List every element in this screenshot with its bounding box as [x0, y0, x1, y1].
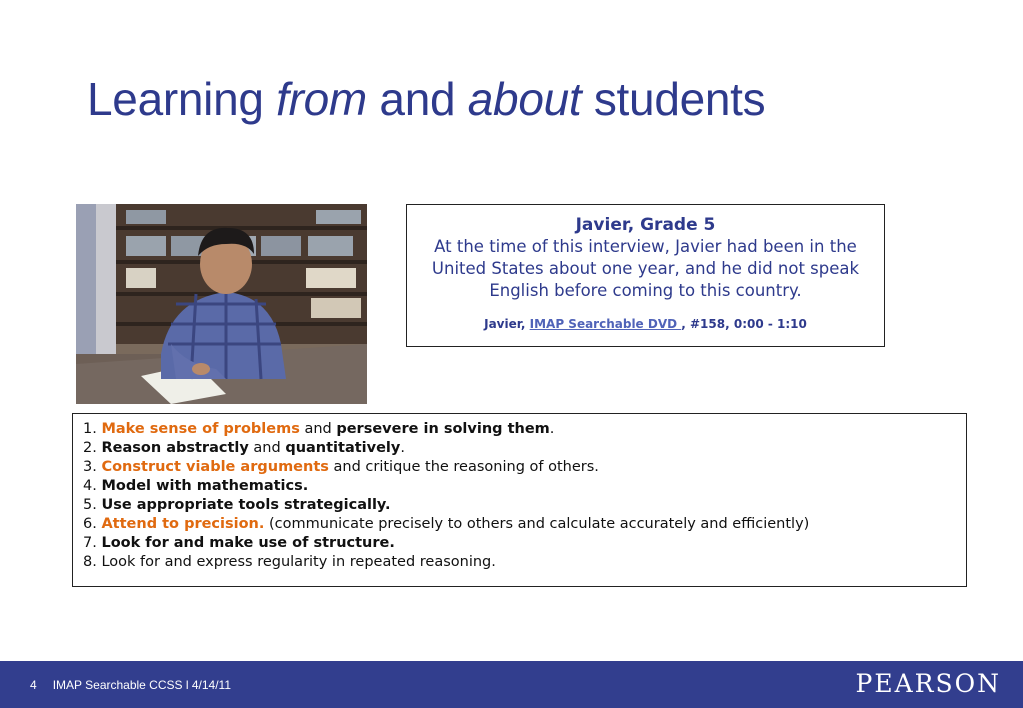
student-name: Javier, Grade 5 — [575, 215, 716, 235]
pearson-logo: PEARSON — [855, 669, 1001, 698]
practice-text: and — [248, 440, 286, 456]
page-number: 4 — [30, 678, 37, 692]
footer-info — [30, 678, 231, 692]
practice-item — [83, 420, 966, 439]
practice-text: Use appropriate tools strategically. — [101, 497, 391, 513]
practice-number: 1. — [83, 421, 102, 437]
student-info-box — [406, 204, 885, 347]
slide-title — [87, 72, 765, 126]
practice-item — [83, 458, 966, 477]
video-citation — [407, 317, 884, 331]
practice-text: Attend to precision. — [101, 516, 265, 532]
practice-text: and — [299, 421, 337, 437]
practice-text: Construct viable arguments — [101, 459, 329, 475]
practice-item — [83, 534, 966, 553]
title-part-emphasis: from — [276, 73, 367, 125]
practice-text: . — [549, 421, 555, 437]
practice-text: and critique the reasoning of others. — [328, 459, 599, 475]
practice-item — [83, 439, 966, 458]
practice-text: Look for and express regularity in repeated reasoning. — [101, 554, 496, 570]
practice-number: 2. — [83, 440, 102, 456]
practice-text: Make sense of problems — [101, 421, 300, 437]
student-photo — [76, 204, 367, 404]
citation-suffix: , #158, 0:00 - 1:10 — [681, 317, 807, 331]
practice-text: Reason abstractly — [101, 440, 249, 456]
practice-text: Look for and make use of structure. — [101, 535, 395, 551]
title-part: students — [581, 73, 766, 125]
practice-item — [83, 553, 966, 572]
title-part: and — [366, 73, 468, 125]
dvd-link[interactable]: IMAP Searchable DVD — [529, 317, 682, 331]
practice-number: 7. — [83, 535, 102, 551]
practice-number: 6. — [83, 516, 102, 532]
practice-item — [83, 496, 966, 515]
practice-text: . — [400, 440, 405, 456]
title-part-emphasis: about — [467, 73, 582, 125]
title-part: Learning — [87, 73, 277, 125]
practice-text: (communicate precisely to others and calculate accurately and efficiently) — [264, 516, 810, 532]
practice-text: quantitatively — [285, 440, 401, 456]
footer-text: IMAP Searchable CCSS l 4/14/11 — [52, 678, 232, 692]
student-description: At the time of this interview, Javier had been in the United States about one year, and he did not speak English before coming to this country. — [431, 237, 860, 300]
practice-number: 4. — [83, 478, 102, 494]
practice-item — [83, 515, 966, 534]
practice-text: persevere in solving them — [336, 421, 550, 437]
practice-number: 3. — [83, 459, 102, 475]
footer-bar — [0, 661, 1023, 708]
practice-item — [83, 477, 966, 496]
practice-number: 5. — [83, 497, 102, 513]
practice-number: 8. — [83, 554, 102, 570]
math-practices-list — [72, 413, 967, 587]
citation-prefix: Javier, — [484, 317, 530, 331]
practice-text: Model with mathematics. — [101, 478, 309, 494]
